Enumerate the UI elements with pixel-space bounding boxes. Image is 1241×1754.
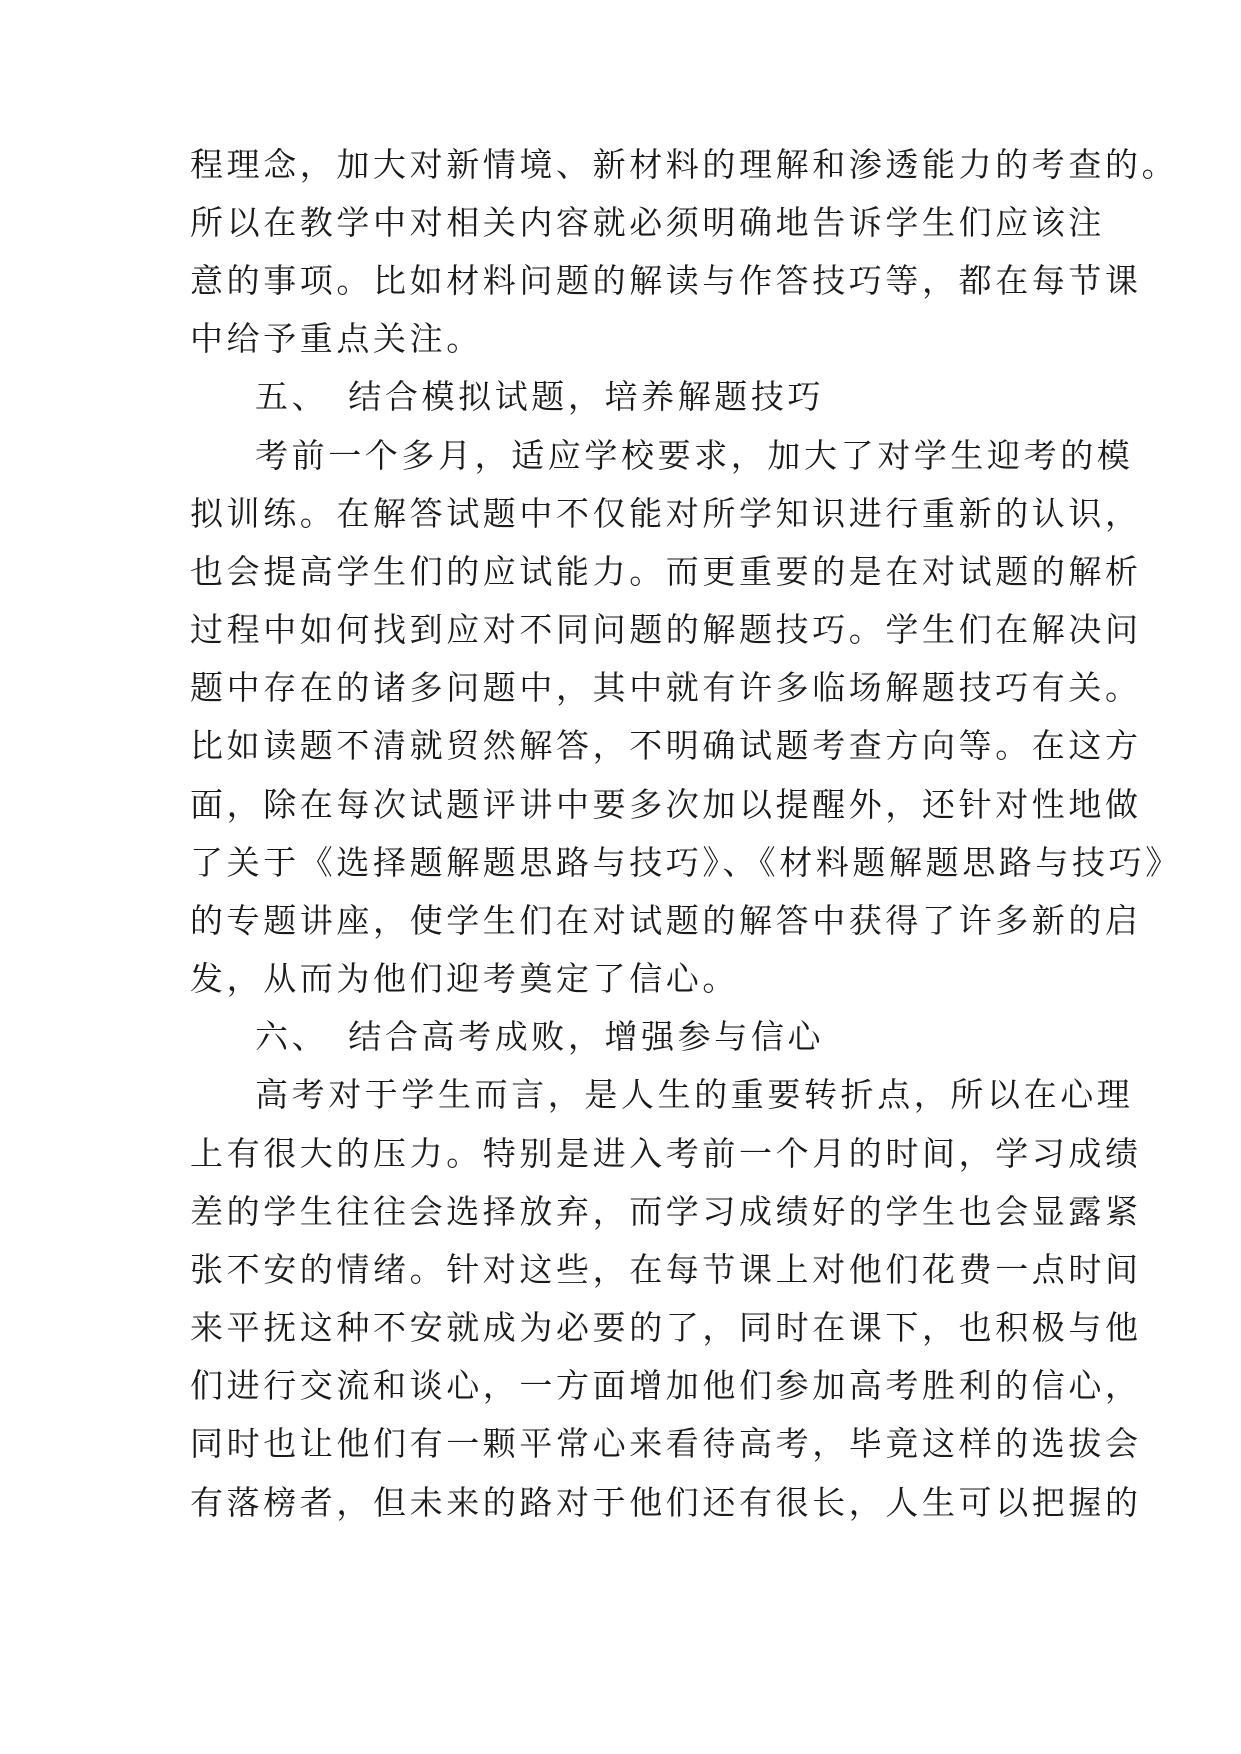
paragraph-line: 的专题讲座，使学生们在对试题的解答中获得了许多新的启 bbox=[190, 901, 1142, 940]
paragraph-line: 拟训练。在解答试题中不仅能对所学知识进行重新的认识， bbox=[190, 494, 1142, 533]
paragraph-line: 也会提高学生们的应试能力。而更重要的是在对试题的解析 bbox=[190, 552, 1142, 591]
paragraph-line: 考前一个多月，适应学校要求，加大了对学生迎考的模 bbox=[255, 436, 1134, 475]
paragraph-line: 有落榜者，但未来的路对于他们还有很长，人生可以把握的 bbox=[190, 1483, 1142, 1522]
paragraph-line: 发，从而为他们迎考奠定了信心。 bbox=[190, 959, 739, 998]
paragraph-line: 高考对于学生而言，是人生的重要转折点，所以在心理 bbox=[255, 1075, 1134, 1114]
paragraph-line: 来平抚这种不安就成为必要的了，同时在课下，也积极与他 bbox=[190, 1308, 1142, 1347]
paragraph-line: 上有很大的压力。特别是进入考前一个月的时间，学习成绩 bbox=[190, 1134, 1142, 1173]
paragraph-line: 过程中如何找到应对不同问题的解题技巧。学生们在解决问 bbox=[190, 610, 1142, 649]
paragraph-line: 比如读题不清就贸然解答，不明确试题考查方向等。在这方 bbox=[190, 726, 1142, 765]
paragraph-line: 题中存在的诸多问题中，其中就有许多临场解题技巧有关。 bbox=[190, 668, 1142, 707]
paragraph-line: 了关于《选择题解题思路与技巧》、《材料题解题思路与技巧》 bbox=[190, 843, 1182, 882]
paragraph-line: 程理念，加大对新情境、新材料的理解和渗透能力的考查的。 bbox=[190, 145, 1179, 184]
paragraph-line: 张不安的情绪。针对这些，在每节课上对他们花费一点时间 bbox=[190, 1250, 1142, 1289]
paragraph-line: 中给予重点关注。 bbox=[190, 319, 483, 358]
section-heading: 六、 结合高考成败，增强参与信心 bbox=[255, 1017, 825, 1056]
paragraph-line: 们进行交流和谈心，一方面增加他们参加高考胜利的信心， bbox=[190, 1366, 1142, 1405]
paragraph-line: 面，除在每次试题评讲中要多次加以提醒外，还针对性地做 bbox=[190, 785, 1142, 824]
paragraph-line: 同时也让他们有一颗平常心来看待高考，毕竟这样的选拔会 bbox=[190, 1424, 1142, 1463]
section-heading: 五、 结合模拟试题，培养解题技巧 bbox=[255, 377, 825, 416]
paragraph-line: 意的事项。比如材料问题的解读与作答技巧等，都在每节课 bbox=[190, 261, 1142, 300]
paragraph-line: 所以在教学中对相关内容就必须明确地告诉学生们应该注 bbox=[190, 203, 1105, 242]
paragraph-line: 差的学生往往会选择放弃，而学习成绩好的学生也会显露紧 bbox=[190, 1192, 1142, 1231]
